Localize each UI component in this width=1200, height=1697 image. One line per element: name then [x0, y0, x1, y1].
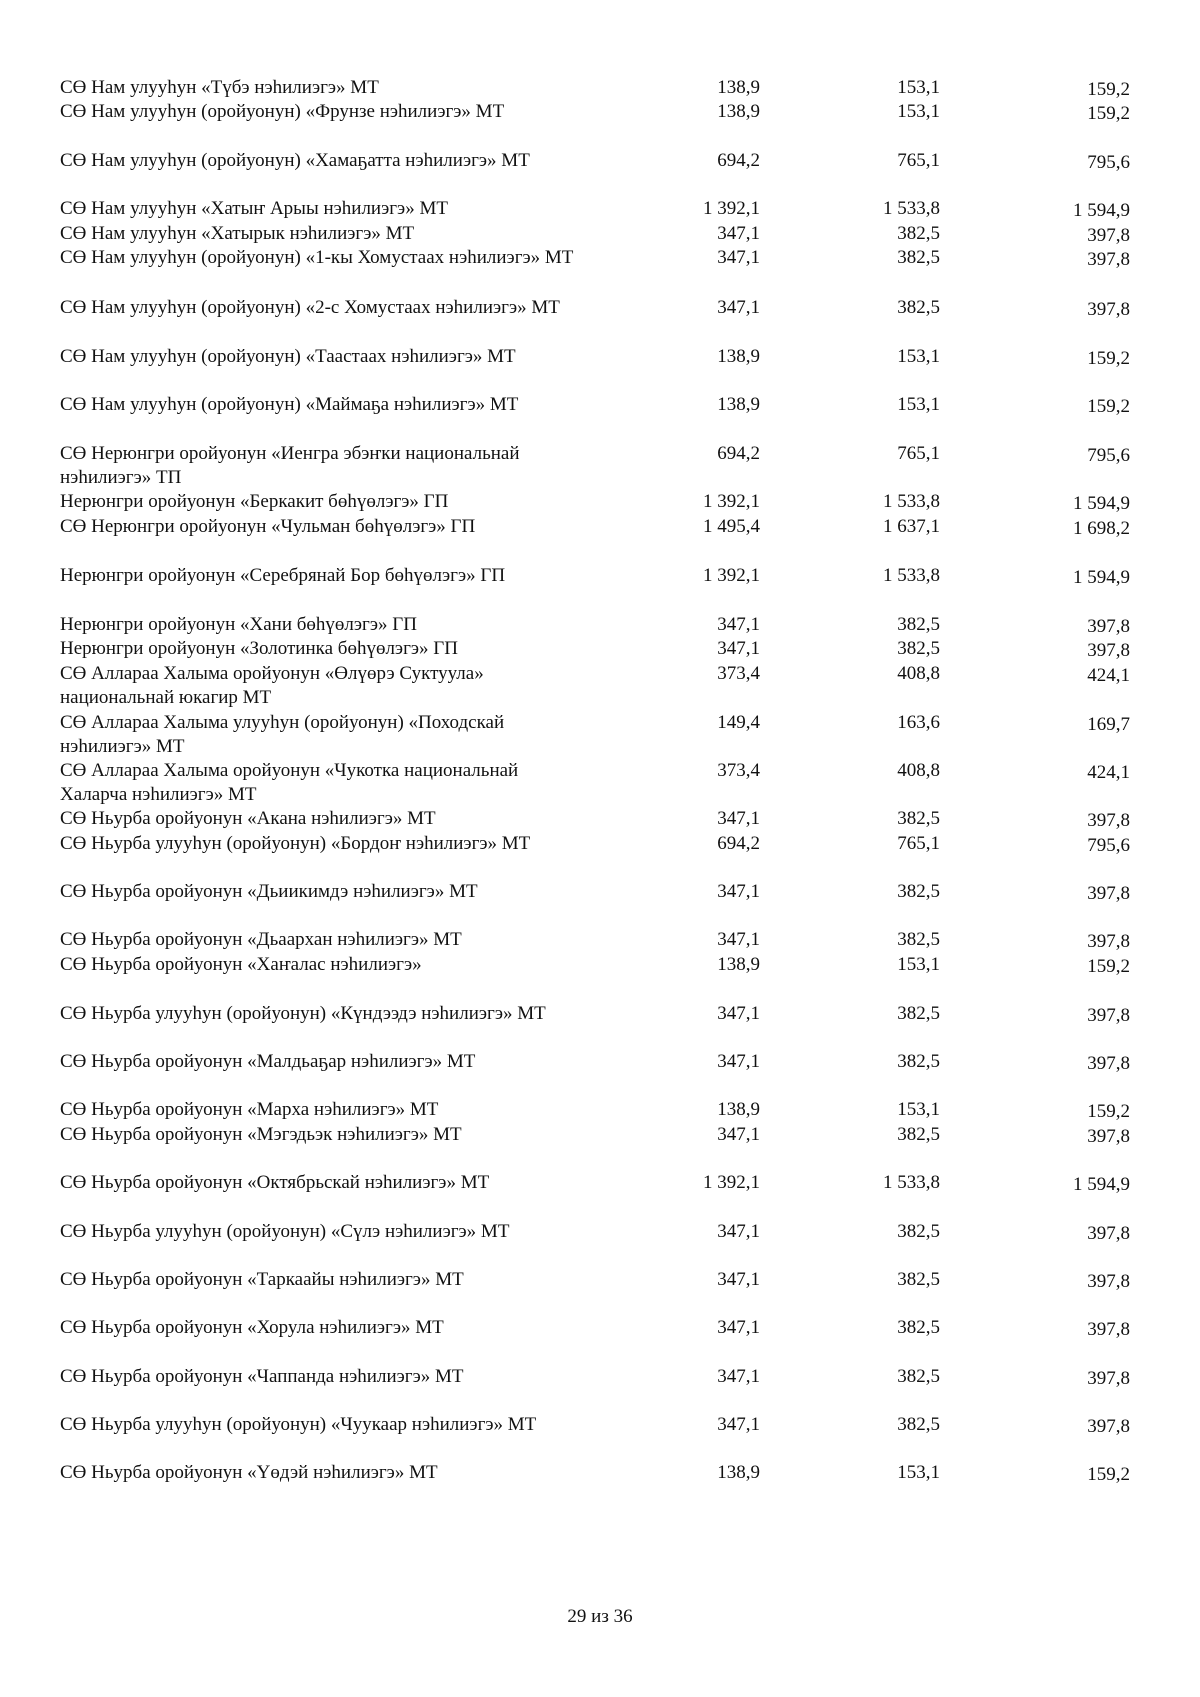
row-name: СӨ Нам улууһун (оройуонун) «2-с Хомустаах нэһилиэгэ» МТ: [60, 297, 560, 318]
row-value-2: 1 533,8: [883, 491, 940, 512]
row-value-2: 382,5: [897, 614, 940, 635]
row-name: СӨ Нерюнгри оройуонун «Иенгра эбэҥки национальнай нэһилиэгэ» ТП: [60, 443, 520, 488]
row-value-3: 1 594,9: [1073, 1174, 1130, 1195]
row-value-2: 765,1: [897, 443, 940, 464]
row-name: СӨ Аллараа Халыма оройуонун «Чукотка национальнай Халарча нэһилиэгэ» МТ: [60, 760, 519, 805]
row-value-3: 1 594,9: [1073, 567, 1130, 588]
row-value-2: 382,5: [897, 808, 940, 829]
row-name: СӨ Нам улууһун (оройуонун) «1-кы Хомустаах нэһилиэгэ» МТ: [60, 247, 574, 268]
row-name: СӨ Ньурба оройуонун «Хаҥалас нэһилиэгэ»: [60, 954, 422, 975]
row-value-1: 138,9: [717, 394, 760, 415]
row-name: СӨ Ньурба оройуонун «Акана нэһилиэгэ» МТ: [60, 808, 436, 829]
row-value-1: 347,1: [717, 1003, 760, 1024]
row-value-1: 347,1: [717, 1366, 760, 1387]
row-name: СӨ Нам улууһун «Түбэ нэһилиэгэ» МТ: [60, 77, 379, 98]
row-name: СӨ Ньурба оройуонун «Марха нэһилиэгэ» МТ: [60, 1099, 439, 1120]
row-value-1: 347,1: [717, 1124, 760, 1145]
row-value-1: 347,1: [717, 247, 760, 268]
row-value-3: 795,6: [1087, 152, 1130, 173]
row-value-1: 347,1: [717, 614, 760, 635]
row-value-1: 149,4: [717, 712, 760, 733]
row-name: СӨ Ньурба оройуонун «Мэгэдьэк нэһилиэгэ» МТ: [60, 1124, 462, 1145]
row-value-2: 153,1: [897, 394, 940, 415]
row-value-1: 347,1: [717, 297, 760, 318]
row-value-2: 1 533,8: [883, 565, 940, 586]
row-value-3: 795,6: [1087, 835, 1130, 856]
row-value-1: 138,9: [717, 954, 760, 975]
row-value-3: 159,2: [1087, 103, 1130, 124]
row-name: СӨ Ньурба оройуонун «Чаппанда нэһилиэгэ» МТ: [60, 1366, 464, 1387]
row-value-2: 382,5: [897, 1003, 940, 1024]
row-value-3: 1 594,9: [1073, 493, 1130, 514]
row-value-3: 424,1: [1087, 762, 1130, 783]
row-value-3: 397,8: [1087, 1223, 1130, 1244]
row-value-3: 169,7: [1087, 714, 1130, 735]
row-value-2: 382,5: [897, 638, 940, 659]
row-value-3: 397,8: [1087, 225, 1130, 246]
row-name: СӨ Нам улууһун (оройуонун) «Таастаах нэһилиэгэ» МТ: [60, 346, 516, 367]
row-value-2: 163,6: [897, 712, 940, 733]
row-name: Нерюнгри оройуонун «Серебрянай Бор бөһүөлэгэ» ГП: [60, 565, 506, 586]
row-value-1: 347,1: [717, 808, 760, 829]
row-value-2: 408,8: [897, 663, 940, 684]
row-value-3: 397,8: [1087, 1005, 1130, 1026]
row-value-1: 347,1: [717, 929, 760, 950]
row-value-1: 347,1: [717, 223, 760, 244]
row-value-2: 382,5: [897, 297, 940, 318]
row-name: СӨ Нерюнгри оройуонун «Чульман бөһүөлэгэ» ГП: [60, 516, 476, 537]
row-value-2: 765,1: [897, 833, 940, 854]
row-value-2: 408,8: [897, 760, 940, 781]
row-name: СӨ Ньурба оройуонун «Дьиикимдэ нэһилиэгэ» МТ: [60, 881, 478, 902]
row-value-2: 382,5: [897, 1269, 940, 1290]
row-value-3: 397,8: [1087, 883, 1130, 904]
row-value-2: 382,5: [897, 1414, 940, 1435]
row-value-2: 1 637,1: [883, 516, 940, 537]
row-name: СӨ Нам улууһун (оройуонун) «Фрунзе нэһилиэгэ» МТ: [60, 101, 505, 122]
row-value-1: 1 392,1: [703, 491, 760, 512]
row-value-2: 382,5: [897, 929, 940, 950]
row-value-2: 1 533,8: [883, 198, 940, 219]
row-value-3: 397,8: [1087, 931, 1130, 952]
row-name: СӨ Ньурба улууһун (оройуонун) «Сүлэ нэһилиэгэ» МТ: [60, 1221, 510, 1242]
row-name: СӨ Аллараа Халыма улууһун (оройуонун) «Походскай нэһилиэгэ» МТ: [60, 712, 505, 757]
row-name: СӨ Нам улууһун «Хатырык нэһилиэгэ» МТ: [60, 223, 415, 244]
row-value-3: 397,8: [1087, 640, 1130, 661]
row-value-3: 397,8: [1087, 299, 1130, 320]
row-value-2: 382,5: [897, 247, 940, 268]
row-name: Нерюнгри оройуонун «Беркакит бөһүөлэгэ» ГП: [60, 491, 449, 512]
row-value-2: 153,1: [897, 1099, 940, 1120]
row-value-1: 347,1: [717, 1269, 760, 1290]
row-value-3: 397,8: [1087, 1416, 1130, 1437]
row-name: Нерюнгри оройуонун «Золотинка бөһүөлэгэ» ГП: [60, 638, 458, 659]
row-value-1: 347,1: [717, 1317, 760, 1338]
row-value-2: 153,1: [897, 1462, 940, 1483]
row-value-1: 138,9: [717, 101, 760, 122]
row-name: Нерюнгри оройуонун «Хани бөһүөлэгэ» ГП: [60, 614, 417, 635]
row-name: СӨ Ньурба оройуонун «Малдьаҕар нэһилиэгэ» МТ: [60, 1051, 476, 1072]
row-value-3: 397,8: [1087, 1368, 1130, 1389]
row-value-3: 397,8: [1087, 616, 1130, 637]
row-value-3: 1 594,9: [1073, 200, 1130, 221]
row-value-2: 153,1: [897, 346, 940, 367]
row-value-3: 159,2: [1087, 79, 1130, 100]
row-value-2: 153,1: [897, 77, 940, 98]
row-value-1: 373,4: [717, 663, 760, 684]
row-value-2: 153,1: [897, 954, 940, 975]
row-value-1: 138,9: [717, 1462, 760, 1483]
row-value-3: 424,1: [1087, 665, 1130, 686]
row-value-3: 159,2: [1087, 396, 1130, 417]
row-value-3: 159,2: [1087, 348, 1130, 369]
row-value-1: 347,1: [717, 1221, 760, 1242]
row-value-1: 347,1: [717, 1414, 760, 1435]
row-name: СӨ Ньурба улууһун (оройуонун) «Чуукаар нэһилиэгэ» МТ: [60, 1414, 537, 1435]
row-value-2: 382,5: [897, 881, 940, 902]
row-value-2: 153,1: [897, 101, 940, 122]
row-value-1: 347,1: [717, 881, 760, 902]
row-value-2: 382,5: [897, 223, 940, 244]
row-value-3: 159,2: [1087, 1464, 1130, 1485]
row-value-3: 795,6: [1087, 445, 1130, 466]
row-name: СӨ Аллараа Халыма оройуонун «Өлүөрэ Суктуула» национальнай юкагир МТ: [60, 663, 484, 708]
row-value-3: 397,8: [1087, 1053, 1130, 1074]
row-value-2: 382,5: [897, 1124, 940, 1145]
row-value-3: 1 698,2: [1073, 518, 1130, 539]
row-name: СӨ Нам улууһун (оройуонун) «Маймаҕа нэһилиэгэ» МТ: [60, 394, 519, 415]
row-value-3: 159,2: [1087, 956, 1130, 977]
row-name: СӨ Ньурба оройуонун «Октябрьскай нэһилиэгэ» МТ: [60, 1172, 490, 1193]
row-value-2: 382,5: [897, 1221, 940, 1242]
row-value-1: 694,2: [717, 150, 760, 171]
row-name: СӨ Ньурба оройуонун «Дьаархан нэһилиэгэ» МТ: [60, 929, 462, 950]
row-value-3: 159,2: [1087, 1101, 1130, 1122]
row-value-1: 1 495,4: [703, 516, 760, 537]
row-value-1: 347,1: [717, 638, 760, 659]
row-value-3: 397,8: [1087, 1319, 1130, 1340]
row-value-1: 694,2: [717, 443, 760, 464]
row-value-3: 397,8: [1087, 249, 1130, 270]
row-name: СӨ Ньурба оройуонун «Үөдэй нэһилиэгэ» МТ: [60, 1462, 438, 1483]
row-value-2: 1 533,8: [883, 1172, 940, 1193]
row-value-1: 347,1: [717, 1051, 760, 1072]
row-name: СӨ Ньурба улууһун (оройуонун) «Бордоҥ нэһилиэгэ» МТ: [60, 833, 531, 854]
row-name: СӨ Ньурба улууһун (оройуонун) «Күндээдэ нэһилиэгэ» МТ: [60, 1003, 546, 1024]
row-name: СӨ Нам улууһун «Хатыҥ Арыы нэһилиэгэ» МТ: [60, 198, 448, 219]
row-value-1: 138,9: [717, 77, 760, 98]
row-name: СӨ Ньурба оройуонун «Таркаайы нэһилиэгэ» МТ: [60, 1269, 464, 1290]
row-value-2: 382,5: [897, 1051, 940, 1072]
row-value-1: 1 392,1: [703, 565, 760, 586]
page-number: 29 из 36: [567, 1606, 633, 1627]
row-value-2: 382,5: [897, 1366, 940, 1387]
row-value-1: 373,4: [717, 760, 760, 781]
row-value-3: 397,8: [1087, 1271, 1130, 1292]
row-value-1: 1 392,1: [703, 1172, 760, 1193]
row-value-2: 382,5: [897, 1317, 940, 1338]
row-value-2: 765,1: [897, 150, 940, 171]
row-name: СӨ Нам улууһун (оройуонун) «Хамаҕатта нэһилиэгэ» МТ: [60, 150, 530, 171]
row-value-1: 138,9: [717, 346, 760, 367]
row-value-3: 397,8: [1087, 1126, 1130, 1147]
row-value-1: 694,2: [717, 833, 760, 854]
row-name: СӨ Ньурба оройуонун «Хорула нэһилиэгэ» МТ: [60, 1317, 444, 1338]
row-value-3: 397,8: [1087, 810, 1130, 831]
row-value-1: 138,9: [717, 1099, 760, 1120]
row-value-1: 1 392,1: [703, 198, 760, 219]
